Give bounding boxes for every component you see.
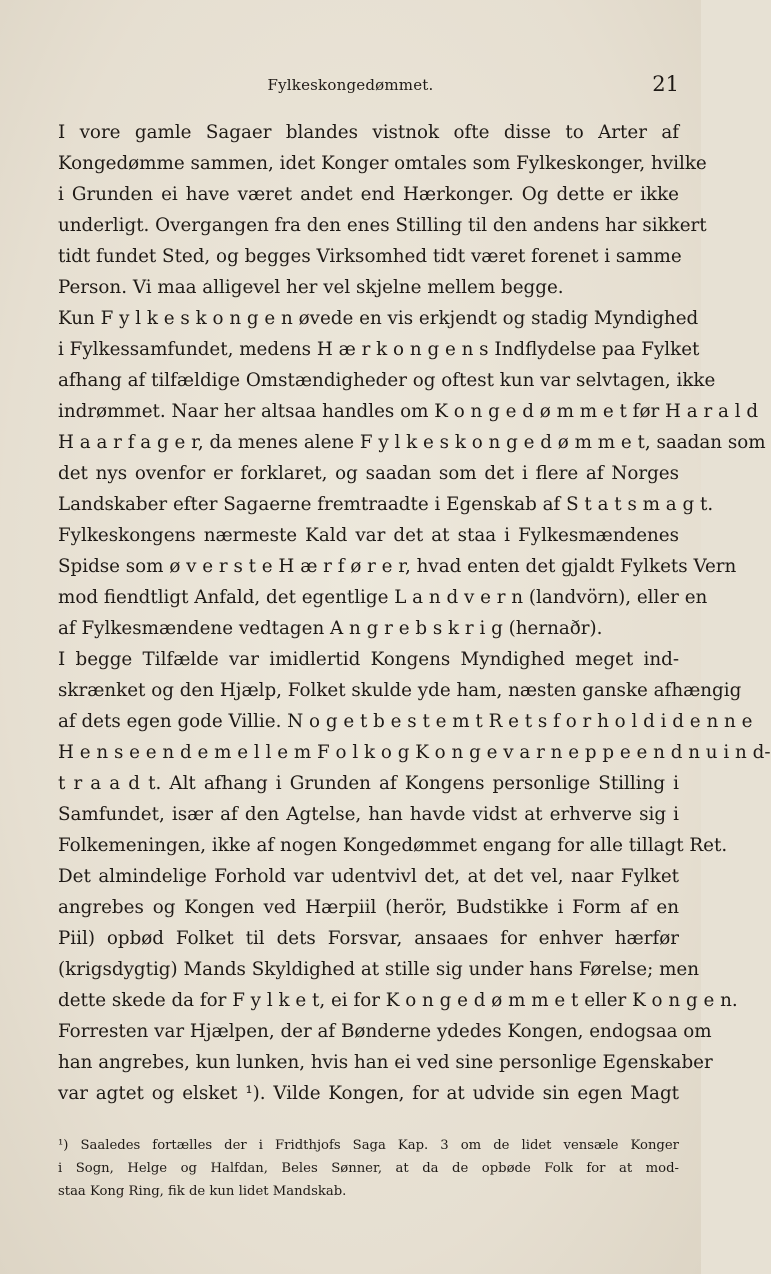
text-line: H a a r f a g e r, da menes alene F y l k e s k o n g e d ø m m e t, saadan som <box>58 432 766 453</box>
text-line: Piil) opbød Folket til dets Forsvar, ansaaes for enhver hærfør <box>58 928 679 949</box>
text-line: indrømmet. Naar her altsaa handles om K o n g e d ø m m e t før H a r a l d <box>58 401 759 422</box>
text-line: tidt fundet Sted, og begges Virksomhed tidt været forenet i samme <box>58 246 682 267</box>
text-line: det nys ovenfor er forklaret, og saadan som det i flere af Norges <box>58 463 679 484</box>
text-line: Kun F y l k e s k o n g e n øvede en vis erkjendt og stadig Myndighed <box>58 308 699 329</box>
running-header: Fylkeskongedømmet. <box>267 76 434 94</box>
text-line: Spidse som ø v e r s t e H æ r f ø r e r, hvad enten det gjaldt Fylkets Vern <box>58 556 737 577</box>
text-line: i Fylkessamfundet, medens H æ r k o n g e n s Indflydelse paa Fylket <box>58 339 700 360</box>
text-line: Fylkeskongens nærmeste Kald var det at staa i Fylkesmændenes <box>58 525 679 546</box>
text-line: afhang af tilfældige Omstændigheder og oftest kun var selvtagen, ikke <box>58 370 716 391</box>
text-line: skrænket og den Hjælp, Folket skulde yde ham, næsten ganske afhængig <box>58 680 742 701</box>
text-line: underligt. Overgangen fra den enes Stilling til den andens har sikkert <box>58 215 707 236</box>
text-line: Folkemeningen, ikke af nogen Kongedømmet engang for alle tillagt Ret. <box>58 835 728 856</box>
text-line: i Grunden ei have været andet end Hærkonger. Og dette er ikke <box>58 184 679 205</box>
text-line: Landskaber efter Sagaerne fremtraadte i Egenskab af S t a t s m a g t. <box>58 494 714 515</box>
text-line: han angrebes, kun lunken, hvis han ei ved sine personlige Egenskaber <box>58 1052 713 1073</box>
footnote-line: staa Kong Ring, fik de kun lidet Mandskab. <box>58 1184 347 1199</box>
page-number: 21 <box>652 72 679 96</box>
text-line: (krigsdygtig) Mands Skyldighed at stille sig under hans Førelse; men <box>58 959 700 980</box>
text-line: Samfundet, især af den Agtelse, han havde vidst at erhverve sig i <box>58 804 679 825</box>
footnote-line: ¹) Saaledes fortælles der i Fridthjofs Saga Kap. 3 om de lidet vensæle Konger <box>58 1138 679 1153</box>
text-line: angrebes og Kongen ved Hærpiil (herör, Budstikke i Form af en <box>58 897 679 918</box>
text-line: Kongedømme sammen, idet Konger omtales som Fylkeskonger, hvilke <box>58 153 707 174</box>
text-line: af dets egen gode Villie. N o g e t b e s t e m t R e t s f o r h o l d i d e n n e <box>58 711 753 732</box>
text-line: t r a a d t. Alt afhang i Grunden af Kongens personlige Stilling i <box>58 773 679 794</box>
text-line: Person. Vi maa alligevel her vel skjelne mellem begge. <box>58 277 564 298</box>
text-line: mod fiendtligt Anfald, det egentlige L a n d v e r n (landvörn), eller en <box>58 587 708 608</box>
text-line: af Fylkesmændene vedtagen A n g r e b s k r i g (hernaðr). <box>58 618 603 639</box>
text-line: I vore gamle Sagaer blandes vistnok ofte disse to Arter af <box>58 122 679 143</box>
footnote-line: i Sogn, Helge og Halfdan, Beles Sønner, at da de opbøde Folk for at mod- <box>58 1161 679 1176</box>
text-line: Det almindelige Forhold var udentvivl det, at det vel, naar Fylket <box>58 866 679 887</box>
text-line: H e n s e e n d e m e l l e m F o l k o g K o n g e v a r n e p p e e n d n u i n d- <box>58 742 771 763</box>
text-line: I begge Tilfælde var imidlertid Kongens Myndighed meget ind- <box>58 649 679 670</box>
text-line: Forresten var Hjælpen, der af Bønderne ydedes Kongen, endogsaa om <box>58 1021 712 1042</box>
text-line: var agtet og elsket ¹). Vilde Kongen, for at udvide sin egen Magt <box>58 1083 679 1104</box>
text-line: dette skede da for F y l k e t, ei for K o n g e d ø m m e t eller K o n g e n. <box>58 990 738 1011</box>
